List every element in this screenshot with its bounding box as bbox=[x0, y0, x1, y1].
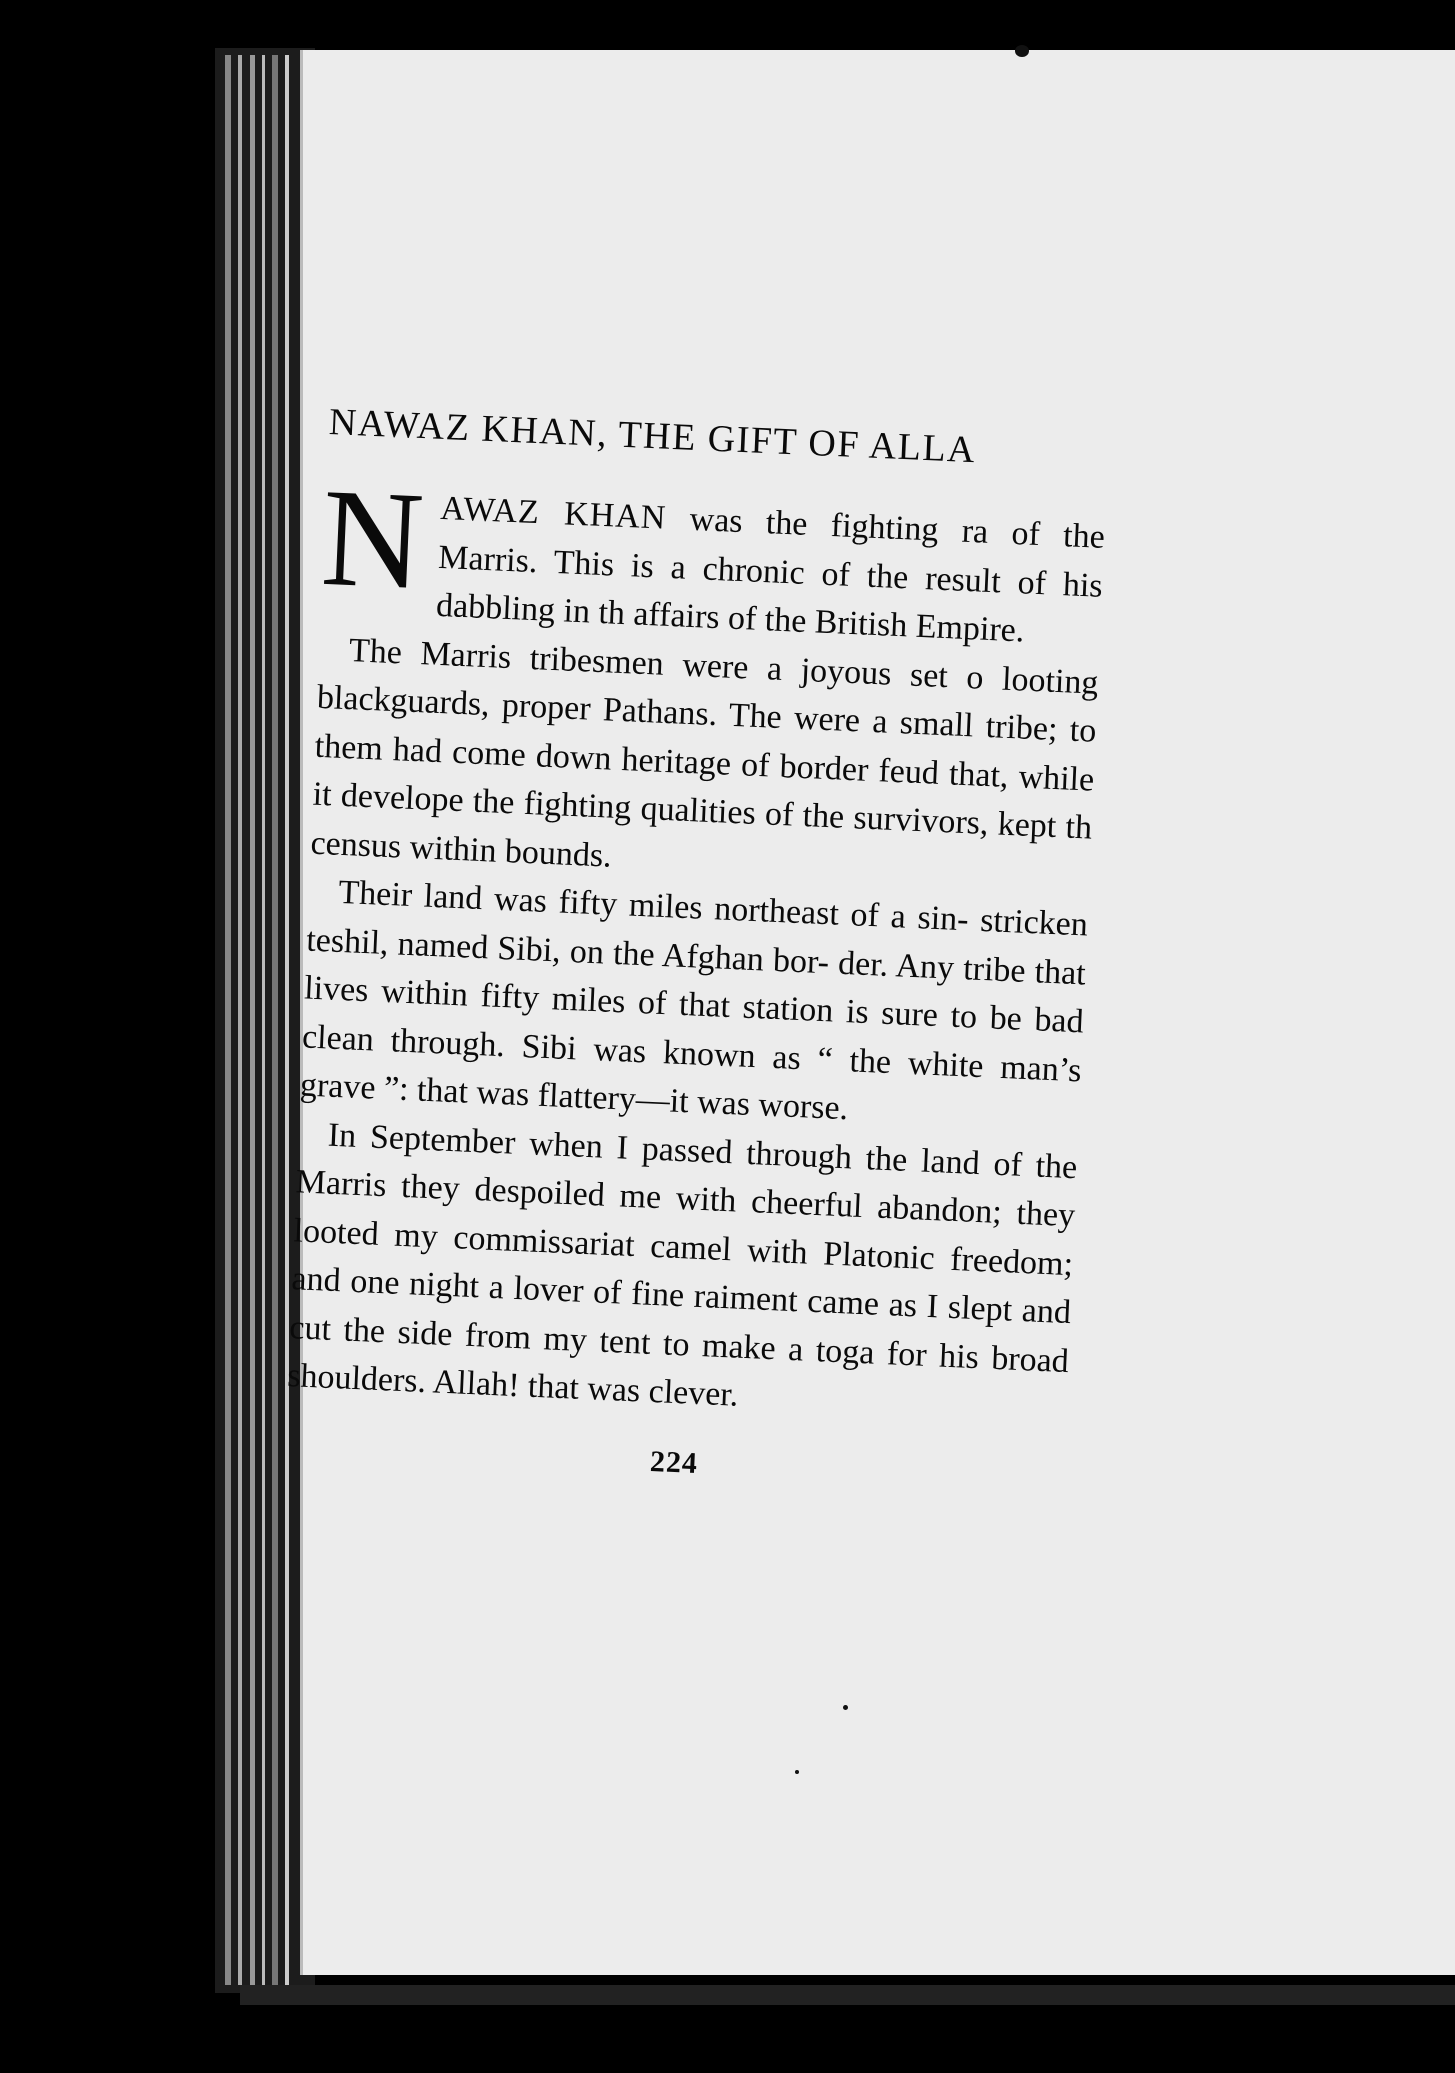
dust-speck bbox=[795, 1770, 799, 1774]
paragraph: The Marris tribesmen were a joyous set o looting blackguards, proper Pathans. The were a small tribe; to them had come down heritage of border feud that, while it develope the fighting qualities of the survivors, kept th census within bounds. bbox=[309, 631, 1100, 875]
page-edge-line bbox=[285, 55, 289, 1985]
dust-speck bbox=[843, 1705, 848, 1710]
page-text-block bbox=[284, 400, 1110, 1497]
dust-speck bbox=[1015, 45, 1029, 57]
body-text bbox=[286, 459, 1106, 1435]
page-number: 224 bbox=[649, 1444, 699, 1480]
page-edge-line bbox=[238, 55, 242, 1985]
book-bottom-edge bbox=[240, 1985, 1455, 2005]
page-edge-line bbox=[250, 55, 255, 1985]
page-edge-line bbox=[225, 55, 231, 1985]
paragraph: In September when I passed through the land of the Marris they despoiled me with cheerful abandon; they looted my commissariat camel with Platonic freedom; and one night a lover of fine raiment came as I slept and cut the side from my tent to make a toga for his broad shoulders. Allah! that was clever. bbox=[286, 1116, 1079, 1414]
paragraph: Their land was fifty miles northeast of a sin- stricken teshil, named Sibi, on the Afghan bor- der. Any tribe that lives within fifty miles of that station is sure to be bad clean through. Sibi was known as “ the white man’s grave ”: that was flattery—it was worse. bbox=[299, 873, 1089, 1128]
page-edge-line bbox=[262, 55, 265, 1985]
lead-words: AWAZ KHAN bbox=[439, 489, 668, 537]
opening-paragraph-text: was the fighting ra of the Marris. This is a chronic of the result of his dabbling in th affairs of the British Empire. bbox=[435, 499, 1106, 650]
page-edge-line bbox=[272, 55, 278, 1985]
drop-cap: N bbox=[318, 459, 427, 620]
chapter-title: NAWAZ KHAN, THE GIFT OF ALLA bbox=[328, 400, 977, 472]
